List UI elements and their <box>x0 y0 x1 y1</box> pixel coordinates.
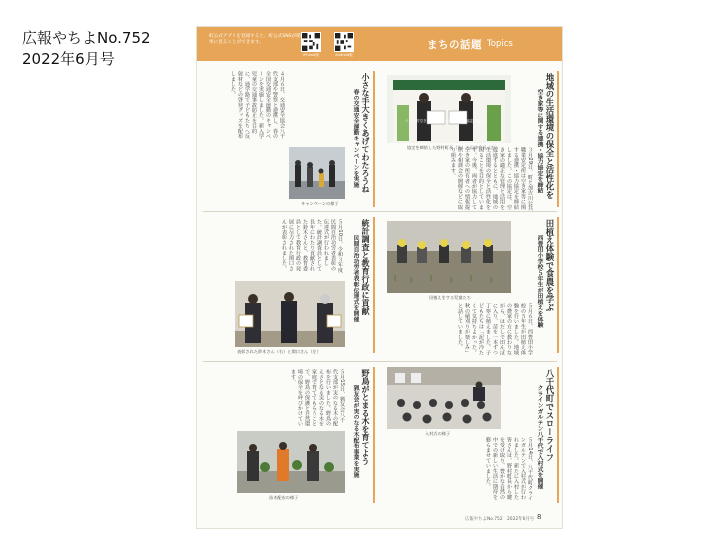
subhead-rice-planting: 西豊田小学校５年生が田植えを体験 <box>536 235 542 328</box>
subhead-trees: 猟友会が実のなる木配布事業を実施 <box>352 385 358 478</box>
photo-entry-ceremony <box>387 367 501 429</box>
body-slow-life: ５月14日、八千代町クラインガルテンで入村式が行われました。新たに入村した皆さんは、野村町長から鍵を受け取り、豊かな自然の中での新しい生活に期待を膨らませていました。 <box>485 437 533 501</box>
qr-android-caption: Android版 <box>335 53 353 57</box>
caption-tree-photo: 苗木配布の様子 <box>269 495 299 500</box>
topics-banner <box>197 27 562 61</box>
headline-vacant-house: 地域の生活環境の保全と活性化を <box>545 73 555 199</box>
row-divider <box>203 211 557 212</box>
body-vacant-house: ３月29日、町と加古川公共職業安定所は空き家等に関する連携・協力協定を締結しました。この協定は、空き家の適正な管理と活用を促進するとともに、地域の生活環境の保全と活性化を図ることを目的としています。今後、両者が協力して空き家の所有者への情報提供や相談会の開催などに取り組みます。 <box>450 147 533 211</box>
headline-rule <box>373 71 375 207</box>
caption-traffic-photo: キャンペーンの様子 <box>301 201 339 206</box>
headline-trees: 野鳥がとまる木を育てよう <box>361 369 370 465</box>
photo-agreement-signing <box>387 75 511 143</box>
section-title: まちの話題 <box>427 39 482 51</box>
headline-rule <box>557 71 559 207</box>
headline-slow-life: 八千代町でスローライフ <box>545 369 555 462</box>
caption-award-photo: 表彰された鈴木さん（右）と関口さん（左） <box>237 349 321 354</box>
photo-traffic-campaign <box>289 147 345 199</box>
headline-award: 統計調査と教育行政に貢献 <box>361 219 370 315</box>
qr-iphone-caption: iPhone版 <box>303 53 319 57</box>
headline-rule <box>557 217 559 353</box>
headline-rule <box>373 367 375 503</box>
subhead-vacant-house: 空き家等に関する連携・協力協定を締結 <box>536 89 542 194</box>
headline-rice-planting: 田植え体験で食農を学ぶ <box>545 219 555 312</box>
headline-traffic-safety: 小さな手大きくあげてわたろうね <box>361 73 370 193</box>
subhead-traffic-safety: 春の交通安全運動キャンペーンを実施 <box>352 89 358 188</box>
newsletter-page <box>196 26 563 529</box>
qr-code-iphone[interactable] <box>301 32 321 52</box>
caption-issue: 広報やちよNo.752 <box>22 29 151 47</box>
section-title-en: Topics <box>487 39 513 49</box>
caption-entry-photo: 入村式の様子 <box>425 431 451 436</box>
photo-rice-planting <box>387 221 511 293</box>
body-rice-planting: ５月６日、西豊田小学校の５年生が田植え体験を行いました。地域の農家の方に教わりながら、はだしで田んぼに入り、苗を一本ずつ丁寧に植えました。子どもたちは「泥が冷たくて気持ちよかった。秋の稲刈りが楽しみ」と話していました。 <box>457 303 533 355</box>
qr-code-android[interactable] <box>334 32 354 52</box>
page-footer: 広報やちよNo.752 2022年6月号 <box>465 517 535 522</box>
body-traffic-safety: ４月６日、交通安全協会八千代支部や警察と連携し、春の全国交通安全運動のキャンペーンを実施しました。新入学児童の交通事故防止を目的に、通学路で子どもたちへ反射材などの啓発グッズを配布しました。 <box>230 71 285 139</box>
photo-banner-agreement: 八千代町空き家等に関する連携・協力協定締結式 <box>405 119 485 123</box>
headline-rule <box>557 367 559 503</box>
caption-agreement-photo: 協定を締結した野村町長（左）と山中会長（右） <box>407 145 500 150</box>
app-promo-text: 町公式アプリを登録すると、町公式SNSが簡単に見ることができます。 <box>209 34 301 46</box>
body-award: ５月10日、令和３年度民間自治功労者表彰の伝達式が行われました。統計調査員として長年にわたり貢献された鈴木さんと、教育委員として教育行政の発展に尽力された関口さんが表彰されました。 <box>281 219 343 273</box>
body-trees: ５月15日、猟友会八千代支部が実のなる木の配布を行いました。野鳥のえさとなる実のなる木を家庭で育ててもらうことで、野鳥の保護と自然環境の保全を呼びかけています。 <box>290 369 345 427</box>
subhead-slow-life: クラインガルテン八千代で入村式を開催 <box>536 385 542 490</box>
subhead-award: 民間自治功労者表彰伝達式を開催 <box>352 235 358 322</box>
photo-award-recipients <box>235 281 345 347</box>
row-divider <box>203 361 557 362</box>
caption-rice-photo: 田植えをする児童たち <box>429 295 471 300</box>
page-number: 8 <box>537 513 542 521</box>
photo-tree-distribution <box>237 431 345 493</box>
headline-rule <box>373 217 375 353</box>
caption-date: 2022年6月号 <box>22 50 115 68</box>
slide-caption <box>22 28 151 70</box>
